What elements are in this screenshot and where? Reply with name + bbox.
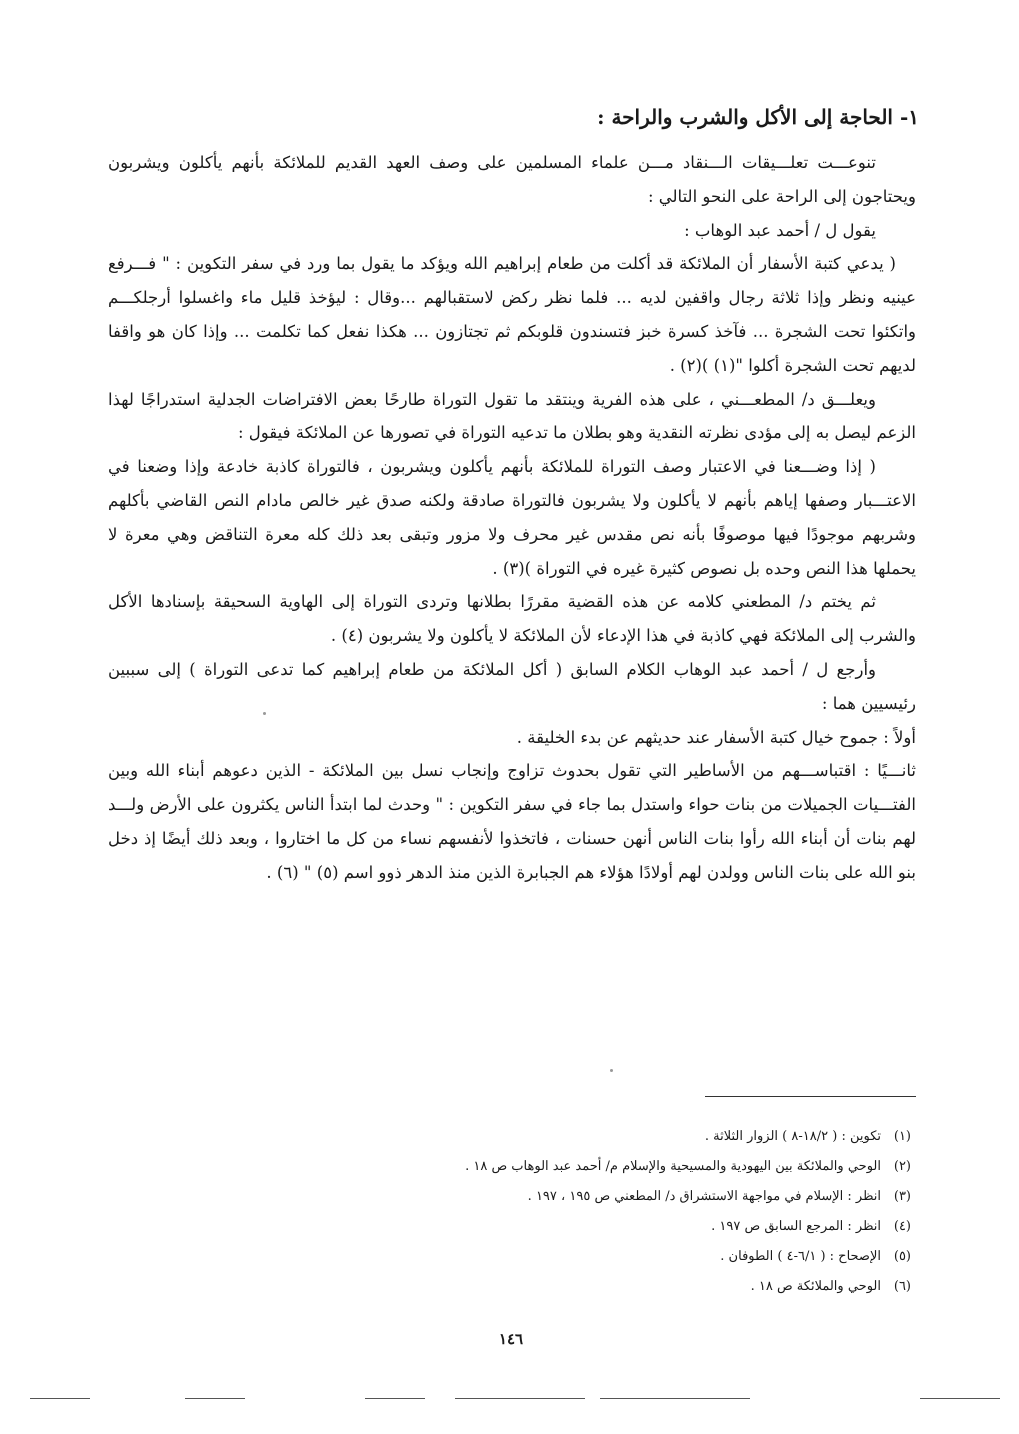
page-number: ١٤٦ (498, 1330, 524, 1348)
paragraph-9-second-reason: ثانـــيًا : اقتباســـهم من الأساطير التي تقول بحدوث تزاوج وإنجاب نسل بين الملائكة - الذين دعوهم أبناء الله وبين الفتـــيات الجميلات من بنات حواء واستدل بما جاء في سفر التكوين : " وحدث لما ابتدأ الناس يكثرون على الأرض ولـــد لهم بنات أن أبناء الله رأوا بنات الناس أنهن حسنات ، فاتخذوا لأنفسهم نساء من كل ما اختاروا ، وبعد ذلك أيضًا إذ دخل بنو الله على بنات الناس وولدن لهم أولادًا هؤلاء هم الجبابرة الذين منذ الدهر ذوو اسم (٥) " (٦) . (108, 761, 916, 882)
footnote-4 (211, 1212, 911, 1242)
scan-speck (610, 1069, 613, 1072)
paragraph-3-quote: ( يدعي كتبة الأسفار أن الملائكة قد أكلت من طعام إبراهيم الله ويؤكد ما يقول بما ورد في سفر التكوين : " فـــرفع عينيه ونظر وإذا ثلاثة رجال واقفين لديه ... فلما نظر ركض لاستقبالهم ...وقال : ليؤخذ قليل ماء واغسلوا أرجلكـــم واتكئوا تحت الشجرة ... فآخذ كسرة خبز فتسندون قلوبكم ثم تجتازون ... هكذا نفعل كما تكلمت ... وإذا كان هو واقفا لديهم تحت الشجرة أكلوا "(١) )(٢) . (108, 254, 916, 375)
footnote-number: (١) (893, 1129, 911, 1144)
footnote-2 (211, 1152, 911, 1182)
footnote-text: انظر : الإسلام في مواجهة الاستشراق د/ المطعني ص ١٩٥ ، ١٩٧ . (527, 1189, 881, 1204)
paragraph-5-quote: ( إذا وضـــعنا في الاعتبار وصف التوراة للملائكة بأنهم يأكلون ويشربون ، فالتوراة كاذبة خادعة وإذا وضعنا في الاعتـــبار وصفها إياهم بأنهم لا يأكلون ولا يشربون فالتوراة صادقة ولكنه صدق غير خالص مادام النص القاضي بأكلهم وشربهم موجودًا فيها موصوفًا بأنه نص مقدس غير محرف ولا مزور وتبقى بعد ذلك كله معرة التناقض وهي معرة لا يحملها هذا النص وحده بل نصوص كثيرة غيره في التوراة )(٣) . (108, 457, 916, 578)
paragraph-6: ثم يختم د/ المطعني كلامه عن هذه القضية مقررًا بطلانها وتردى التوراة إلى الهاوية السحيقة بإسنادها الأكل والشرب إلى الملائكة فهي كاذبة في هذا الإدعاء لأن الملائكة لا يأكلون ولا يشربون (٤) . (108, 592, 916, 646)
scan-artifact-line (185, 1398, 245, 1399)
paragraph-8-first-reason: أولاً : جموح خيال كتبة الأسفار عند حديثهم عن بدء الخليقة . (516, 727, 916, 747)
scan-artifact-line (455, 1398, 585, 1399)
body-text (108, 146, 916, 890)
footnote-text: تكوين : ( ١٨/٢-٨ ) الزوار الثلاثة . (704, 1129, 881, 1144)
footnote-6 (211, 1272, 911, 1302)
section-heading: ١- الحاجة إلى الأكل والشرب والراحة : (597, 105, 919, 129)
scan-artifact-line (600, 1398, 750, 1399)
footnote-number: (٣) (893, 1189, 911, 1204)
footnote-number: (٥) (893, 1249, 911, 1264)
footnote-text: الإصحاح : ( ٦/١-٤ ) الطوفان . (720, 1249, 881, 1264)
footnote-text: الوحي والملائكة ص ١٨ . (750, 1279, 881, 1294)
footnote-1 (211, 1122, 911, 1152)
footnotes (211, 1122, 911, 1302)
footnote-number: (٤) (893, 1219, 911, 1234)
footnote-3 (211, 1182, 911, 1212)
footnote-number: (٢) (893, 1159, 911, 1174)
footnote-text: الوحي والملائكة بين اليهودية والمسيحية والإسلام م/ أحمد عبد الوهاب ص ١٨ . (465, 1159, 881, 1174)
footnote-text: انظر : المرجع السابق ص ١٩٧ . (711, 1219, 881, 1234)
scan-speck (263, 712, 266, 715)
scan-artifact-line (365, 1398, 425, 1399)
paragraph-2: يقول ل / أحمد عبد الوهاب : (684, 220, 876, 240)
footnote-number: (٦) (893, 1279, 911, 1294)
paragraph-1: تنوعـــت تعلـــيقات الـــنقاد مـــن علماء المسلمين على وصف العهد القديم للملائكة بأنهم يأكلون ويشربون ويحتاجون إلى الراحة على النحو التالي : (108, 153, 916, 206)
scan-artifact-line (920, 1398, 1000, 1399)
footnote-separator (705, 1096, 916, 1097)
paragraph-4: ويعلـــق د/ المطعـــني ، على هذه الفرية وينتقد ما تقول التوراة طارحًا بعض الافتراضات الجدلية استدراجًا لهذا الزعم ليصل به إلى مؤدى نظرته النقدية وهو بطلان ما تدعيه التوراة في تصورها عن الملائكة فيقول : (108, 389, 916, 443)
footnote-5 (211, 1242, 911, 1272)
scan-artifact-line (30, 1398, 90, 1399)
paragraph-7: وأرجع ل / أحمد عبد الوهاب الكلام السابق ( أكل الملائكة من طعام إبراهيم كما تدعى التوراة ) إلى سببين رئيسيين هما : (108, 659, 916, 713)
